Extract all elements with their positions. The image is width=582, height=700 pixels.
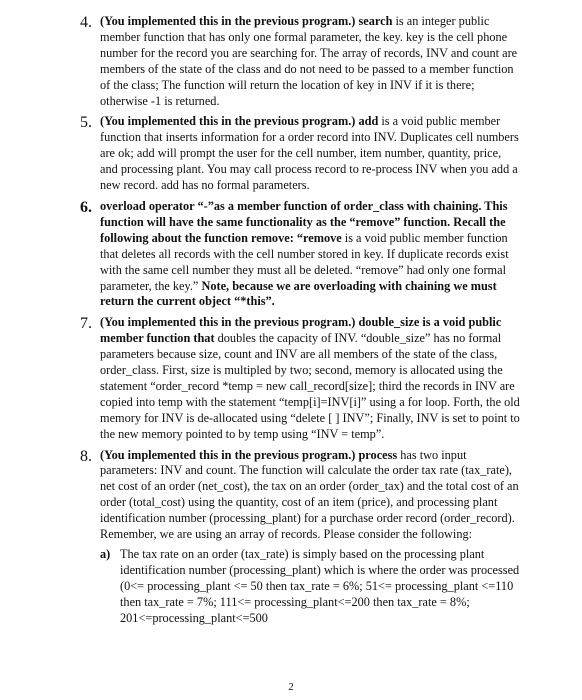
bold-text: (You implemented this in the previous program.) (100, 114, 356, 129)
list-item-4 (80, 14, 520, 109)
page-number: 2 (288, 681, 294, 693)
list-item-6 (80, 199, 520, 310)
body-text: has two input parameters: INV and count. The function will calculate the order tax rate (tax_rate), net cost of an order (net_cost), the tax on an order (order_tax) and the total cost of an order (total_cost) using the quantity, cost of an item (price), and processing plant identification number (processing_plant) for a purchase order record (order_record). Remember, we are using an array of records. Please consider the following: (100, 447, 519, 542)
numbered-list (80, 14, 520, 632)
item-number: 7. (80, 315, 92, 333)
body-text: is a void public member function that deletes all records with the cell number stored in key. If duplicate records exist with the same cell number they must all be deleted. “remove” had only one formal parameter, the key.” (100, 230, 509, 293)
list-item-7 (80, 315, 520, 442)
bold-note: Note, because we are overloading with chaining we must return the current object “*this”. (100, 278, 497, 309)
sub-item-label: a) (100, 547, 111, 561)
list-item-5 (80, 114, 520, 194)
item-paragraph (100, 199, 520, 310)
item-paragraph (100, 448, 520, 543)
function-name: search (358, 14, 393, 28)
bold-text: (You implemented this in the previous program.) (100, 14, 356, 28)
body-text: is a void public member function that inserts information for a order record into INV. Duplicates cell numbers are ok; add will prompt the user for the cell number, item number, quantity, price, and processing plant. You may call process record to re-process INV when you add a new record. add has no formal parameters. (100, 114, 519, 193)
sub-item-text: The tax rate on an order (tax_rate) is simply based on the processing plant identification number (processing_plant) which is where the order was processed (0<= processing_plant <= 50 then tax_rate = 6%; 51<= processing_plant <=110 then tax_rate = 7%; 111<= processing_plant<=200 then tax_rate = 8%; 201<=processing_plant<=500 (120, 547, 520, 625)
item-number: 8. (80, 447, 92, 465)
bold-text: (You implemented this in the previous program.) double_size is a void public member function that (100, 315, 502, 346)
item-number: 5. (80, 114, 92, 132)
item-paragraph (100, 14, 520, 109)
item-number: 4. (80, 14, 92, 31)
item-number: 6. (80, 198, 92, 216)
body-text: is an integer public member function that has only one formal parameter, the key. key is the cell phone number for the record you are searching for. The array of records, INV and count are members of the state of the class and do not need to be passed to a member function of the class; The function will return the location of key in INV if it is there; otherwise -1 is returned. (100, 14, 518, 108)
function-name: add (358, 114, 379, 129)
list-item-8 (80, 448, 520, 627)
item-paragraph (100, 315, 520, 442)
item-paragraph (100, 114, 520, 194)
body-text: doubles the capacity of INV. “double_size” has no formal parameters because size, count and INV are all members of the state of the class, order_class. First, size is multipled by two; second, memory is allocated using the statement “order_record *temp = new call_record[size]; third the records in INV are copied into temp with the statement “temp[i]=INV[i]” using a for loop. Forth, the old memory for INV is de-allocated using “delete [ ] INV”; Finally, INV is set to point to the new memory pointed to by temp using “INV = temp”. (100, 331, 520, 441)
bold-text: (You implemented this in the previous program.) process (100, 447, 398, 462)
bold-text: overload operator “-”as a member function of order_class with chaining. This function will have the same functionality as the “remove” function. Recall the following about the function remove: “remove (100, 198, 508, 245)
sub-item-a (100, 547, 520, 627)
